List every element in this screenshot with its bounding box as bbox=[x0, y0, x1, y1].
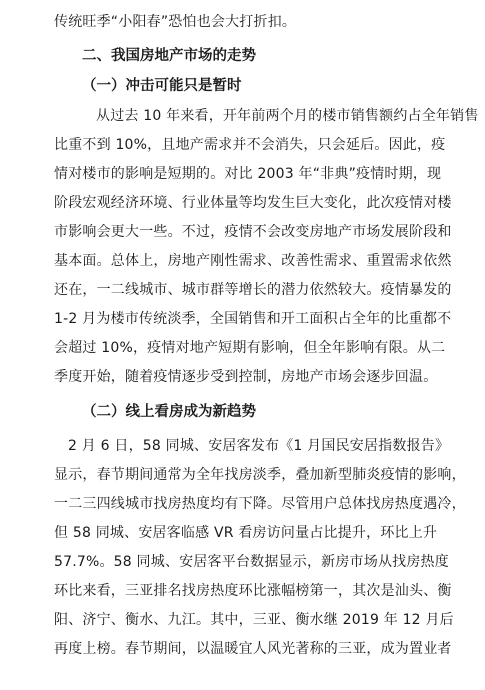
paragraph-line: 会超过 10%，疫情对地产短期有影响，但全年影响有限。从二 bbox=[54, 340, 446, 356]
paragraph-line: 阳、济宁、衡水、九江。其中，三亚、衡水继 2019 年 12 月后 bbox=[54, 612, 454, 628]
subsection-heading-1: （一）冲击可能只是暂时 bbox=[82, 78, 242, 94]
paragraph-line: 情对楼市的影响是短期的。对比 2003 年“非典”疫情时期，现 bbox=[54, 166, 442, 182]
paragraph-line: 从过去 10 年来看，开年前两个月的楼市销售额约占全年销售 bbox=[96, 108, 479, 124]
intro-tail-line: 传统旺季“小阳春”恐怕也会大打折扣。 bbox=[54, 14, 297, 30]
paragraph-line: 1-2 月为楼市传统淡季，全国销售和开工面积占全年的比重都不 bbox=[54, 311, 452, 327]
paragraph-line: 但 58 同城、安居客临感 VR 看房访问量占比提升，环比上升 bbox=[54, 525, 438, 541]
paragraph-line: 市影响会更大一些。不过，疫情不会改变房地产市场发展阶段和 bbox=[54, 224, 452, 240]
paragraph-line: 比重不到 10%，且地产需求并不会消失，只会延后。因此，疫 bbox=[54, 137, 446, 153]
paragraph-line: 一二三四线城市找房热度均有下降。尽管用户总体找房热度遇冷， bbox=[54, 496, 466, 512]
section-heading: 二、我国房地产市场的走势 bbox=[82, 48, 256, 64]
paragraph-line: 显示，春节期间通常为全年找房淡季，叠加新型肺炎疫情的影响， bbox=[54, 467, 466, 483]
paragraph-line: 季度开始，随着疫情逐步受到控制，房地产市场会逐步回温。 bbox=[54, 369, 438, 385]
paragraph-line: 57.7%。58 同城、安居客平台数据显示，新房市场从找房热度 bbox=[54, 554, 449, 570]
paragraph-line: 阶段宏观经济环境、行业体量等均发生巨大变化，此次疫情对楼 bbox=[54, 195, 452, 211]
paragraph-line: 还在，一二线城市、城市群等增长的潜力依然较大。疫情暴发的 bbox=[54, 282, 452, 298]
paragraph-line: 2 月 6 日，58 同城、安居客发布《1 月国民安居指数报告》 bbox=[68, 438, 450, 454]
paragraph-line: 环比来看，三亚排名找房热度环比涨幅榜第一，其次是汕头、衡 bbox=[54, 583, 452, 599]
paragraph-line: 再度上榜。春节期间，以温暖宜人风光著称的三亚，成为置业者 bbox=[54, 641, 452, 657]
paragraph-line: 基本面。总体上，房地产刚性需求、改善性需求、重置需求依然 bbox=[54, 253, 452, 269]
subsection-heading-2: （二）线上看房成为新趋势 bbox=[82, 404, 256, 420]
